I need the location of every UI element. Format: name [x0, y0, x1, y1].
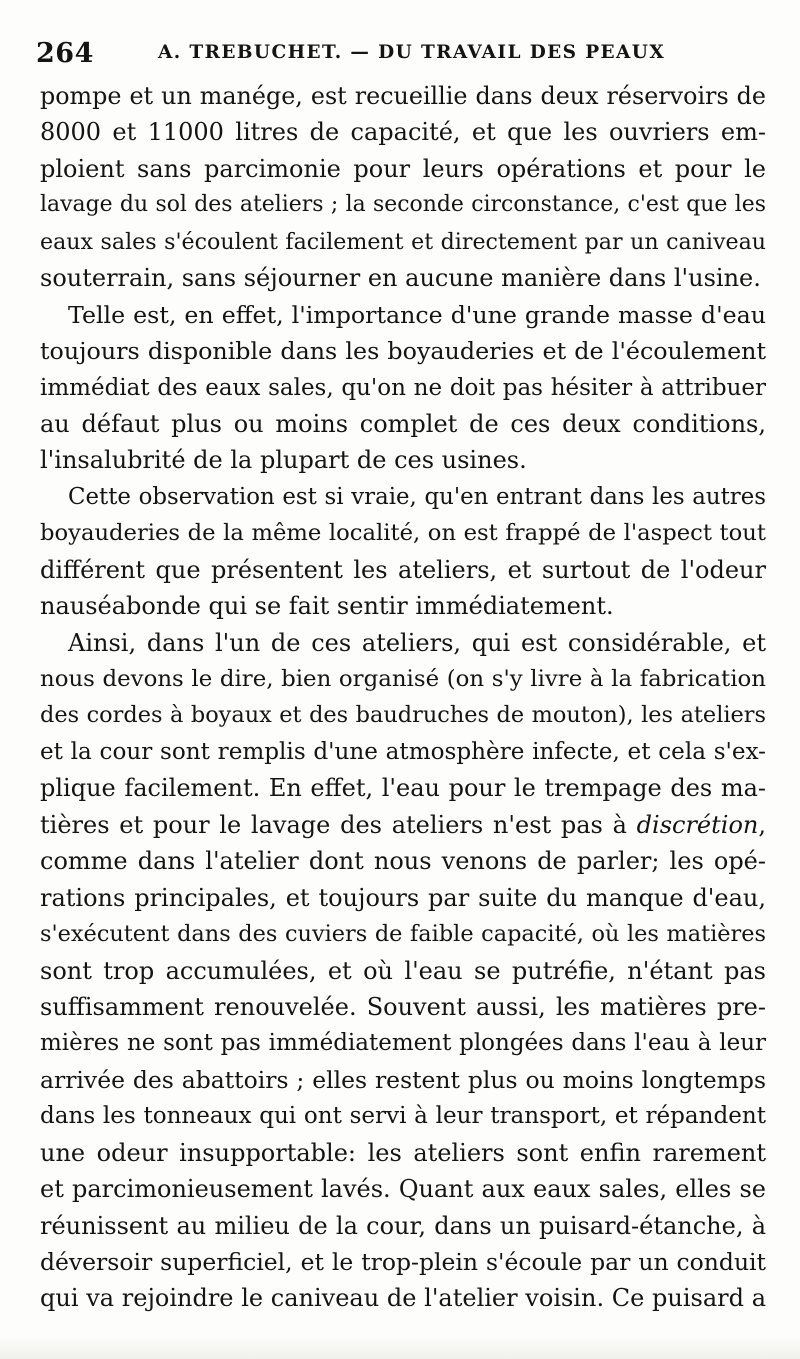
text-line-with-italic — [40, 807, 766, 843]
text-line: déversoir superficiel, et le trop-plein s'écoule par un conduit — [40, 1248, 766, 1276]
text-line: sont trop accumulées, et où l'eau se putréfie, n'étant pas — [40, 956, 766, 985]
text-line: mières ne sont pas immédiatement plongées dans l'eau à leur — [40, 1030, 766, 1057]
page-number: 264 — [36, 38, 94, 69]
bottom-page-shadow — [0, 1336, 800, 1359]
text-line: boyauderies de la même localité, on est frappé de l'aspect tout — [40, 520, 766, 547]
text-line: et la cour sont remplis d'une atmosphère infecte, et cela s'ex- — [40, 738, 766, 765]
running-title: A. TREBUCHET. — DU TRAVAIL DES PEAUX — [158, 42, 666, 63]
text-line: dans les tonneaux qui ont servi à leur transport, et répandent — [40, 1103, 766, 1130]
text-line: au défaut plus ou moins complet de ces deux conditions, — [40, 409, 766, 438]
text-line: l'insalubrité de la plupart de ces usines. — [40, 446, 527, 475]
text-line: Ainsi, dans l'un de ces ateliers, qui est considérable, et — [68, 628, 766, 657]
line-text: tières et pour le lavage des ateliers n'est pas à — [40, 810, 637, 839]
text-line: nauséabonde qui se fait sentir immédiatement. — [40, 592, 614, 621]
text-line: qui va rejoindre le caniveau de l'atelier voisin. Ce puisard a — [40, 1284, 766, 1313]
text-line: souterrain, sans séjourner en aucune manière dans l'usine. — [40, 264, 761, 293]
text-line: suffisamment renouvelée. Souvent aussi, les matières pre- — [40, 992, 766, 1021]
text-line: pompe et un manége, est recueillie dans deux réservoirs de — [40, 82, 766, 110]
running-head — [36, 38, 766, 72]
line-punctuation: , — [758, 810, 766, 839]
text-line: toujours disponible dans les boyauderies et de l'écoulement — [40, 337, 766, 366]
text-line: une odeur insupportable: les ateliers sont enfin rarement — [40, 1138, 766, 1167]
text-line: ploient sans parcimonie pour leurs opérations et pour le — [40, 154, 766, 183]
text-line: Telle est, en effet, l'importance d'une grande masse d'eau — [68, 300, 766, 329]
text-line: nous devons le dire, bien organisé (on s'y livre à la fabrication — [40, 666, 766, 692]
text-line: plique facilement. En effet, l'eau pour le trempage des ma- — [40, 774, 766, 803]
text-line: rations principales, et toujours par suite du manque d'eau, — [40, 883, 766, 912]
text-line: des cordes à boyaux et des baudruches de mouton), les ateliers — [40, 702, 766, 729]
text-line: et parcimonieusement lavés. Quant aux eaux sales, elles se — [40, 1175, 766, 1204]
text-line: eaux sales s'écoulent facilement et directement par un caniveau — [40, 228, 766, 255]
text-line: arrivée des abattoirs ; elles restent plus ou moins longtemps — [40, 1065, 766, 1094]
text-line: Cette observation est si vraie, qu'en entrant dans les autres — [68, 483, 766, 510]
text-line: différent que présentent les ateliers, et surtout de l'odeur — [40, 555, 766, 584]
text-line: immédiat des eaux sales, qu'on ne doit pas hésiter à attribuer — [40, 374, 766, 401]
italic-word: discrétion — [636, 810, 759, 839]
text-line: 8000 et 11000 litres de capacité, et que les ouvriers em- — [40, 118, 766, 147]
text-line: s'exécutent dans des cuviers de faible capacité, où les matières — [40, 921, 766, 948]
text-line: réunissent au milieu de la cour, dans un puisard-étanche, à — [40, 1211, 766, 1240]
body-text — [40, 78, 766, 1317]
text-line: lavage du sol des ateliers ; la seconde circonstance, c'est que les — [40, 192, 766, 218]
text-line: comme dans l'atelier dont nous venons de parler; les opé- — [40, 847, 766, 876]
